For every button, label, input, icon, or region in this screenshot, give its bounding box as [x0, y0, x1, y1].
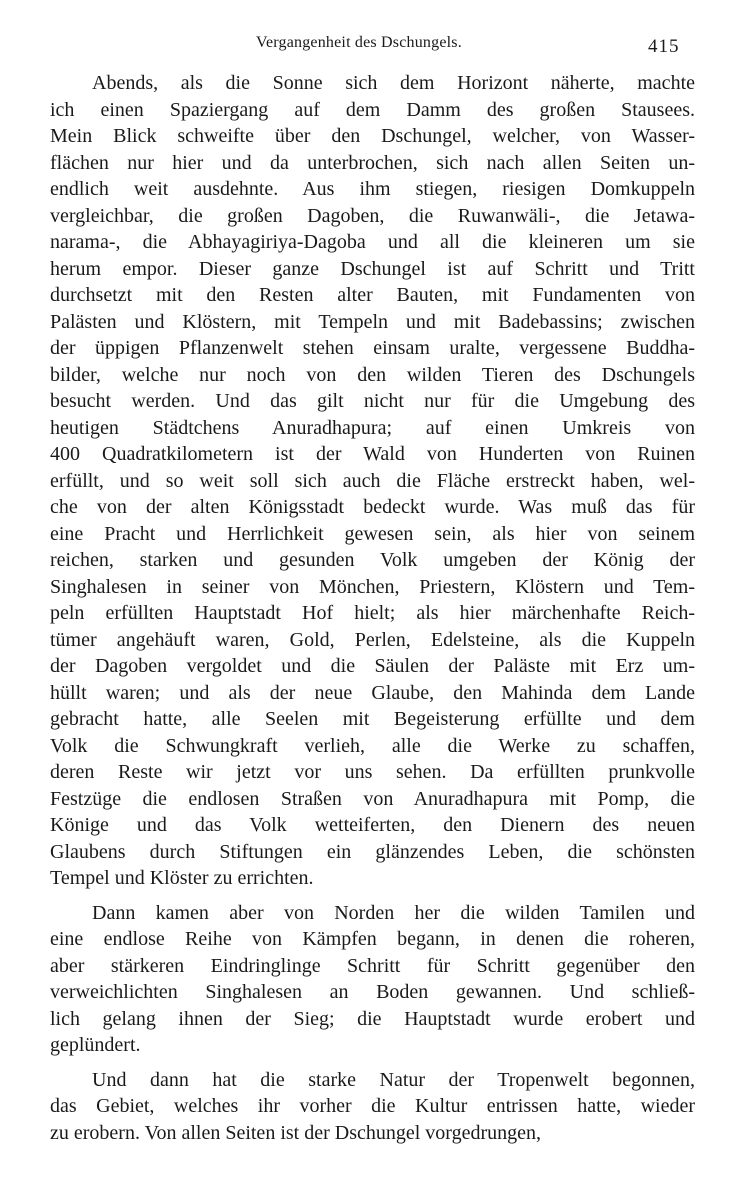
text-line: geplündert. — [50, 1034, 141, 1056]
text-line: das Gebiet, welches ihr vorher die Kultur entrissen hatte, wieder — [50, 1095, 695, 1117]
running-head — [0, 34, 729, 58]
text-line: der üppigen Pflanzenwelt stehen einsam uralte, vergessene Buddha- — [50, 337, 695, 359]
text-line: Singhalesen in seiner von Mönchen, Priestern, Klöstern und Tem- — [50, 575, 695, 598]
text-line: Glaubens durch Stiftungen ein glänzendes Leben, die schönsten — [50, 840, 695, 863]
text-line: besucht werden. Und das gilt nicht nur für die Umgebung des — [50, 390, 695, 412]
text-line: deren Reste wir jetzt vor uns sehen. Da erfüllten prunkvolle — [50, 761, 695, 783]
running-title: Vergangenheit des Dschungels. — [256, 34, 462, 51]
paragraph — [50, 1067, 695, 1147]
paragraph — [50, 900, 695, 1059]
text-line: reichen, starken und gesunden Volk umgeben der König der — [50, 549, 695, 571]
text-line: lich gelang ihnen der Sieg; die Hauptstadt wurde erobert und — [50, 1007, 695, 1030]
text-line: Palästen und Klöstern, mit Tempeln und mit Badebassins; zwischen — [50, 310, 695, 333]
text-line: flächen nur hier und da unterbrochen, sich nach allen Seiten un- — [50, 151, 695, 174]
text-line: erfüllt, und so weit soll sich auch die Fläche erstreckt haben, wel- — [50, 469, 695, 492]
text-line: peln erfüllten Hauptstadt Hof hielt; als hier märchenhafte Reich- — [50, 602, 695, 624]
text-line: bilder, welche nur noch von den wilden Tieren des Dschungels — [50, 363, 695, 386]
text-line: eine endlose Reihe von Kämpfen begann, in denen die roheren, — [50, 928, 695, 950]
text-line: zu erobern. Von allen Seiten ist der Dschungel vorgedrungen, — [50, 1121, 541, 1144]
text-line: Festzüge die endlosen Straßen von Anuradhapura mit Pomp, die — [50, 787, 695, 810]
text-line: eine Pracht und Herrlichkeit gewesen sein, als hier von seinem — [50, 522, 695, 545]
paragraph — [50, 70, 695, 892]
text-line: endlich weit ausdehnte. Aus ihm stiegen, riesigen Domkuppeln — [50, 178, 695, 200]
text-line: ich einen Spaziergang auf dem Damm des großen Stausees. — [50, 98, 695, 121]
text-line: herum empor. Dieser ganze Dschungel ist auf Schritt und Tritt — [50, 257, 695, 280]
text-line: durchsetzt mit den Resten alter Bauten, mit Fundamenten von — [50, 284, 695, 306]
text-line: 400 Quadratkilometern ist der Wald von Hunderten von Ruinen — [50, 443, 695, 465]
text-line: che von der alten Königsstadt bedeckt wurde. Was muß das für — [50, 496, 695, 518]
text-line: hüllt waren; und als der neue Glaube, den Mahinda dem Lande — [50, 681, 695, 704]
text-line: Abends, als die Sonne sich dem Horizont näherte, machte — [92, 72, 695, 94]
text-line: heutigen Städtchens Anuradhapura; auf einen Umkreis von — [50, 416, 695, 439]
text-line: Und dann hat die starke Natur der Tropenwelt begonnen, — [92, 1068, 695, 1091]
text-line: gebracht hatte, alle Seelen mit Begeisterung erfüllte und dem — [50, 708, 695, 730]
text-line: vergleichbar, die großen Dagoben, die Ruwanwäli-, die Jetawa- — [50, 204, 695, 227]
text-line: Tempel und Klöster zu errichten. — [50, 867, 314, 889]
text-line: Volk die Schwungkraft verlieh, alle die Werke zu schaffen, — [50, 734, 695, 757]
body-text — [50, 70, 695, 1146]
text-line: aber stärkeren Eindringlinge Schritt für Schritt gegenüber den — [50, 954, 695, 977]
text-line: narama-, die Abhayagiriya-Dagoba und all die kleineren um sie — [50, 231, 695, 253]
text-line: verweichlichten Singhalesen an Boden gewannen. Und schließ- — [50, 981, 695, 1003]
text-line: Mein Blick schweifte über den Dschungel, welcher, von Wasser- — [50, 125, 695, 147]
text-line: der Dagoben vergoldet und die Säulen der Paläste mit Erz um- — [50, 655, 695, 677]
text-line: tümer angehäuft waren, Gold, Perlen, Edelsteine, als die Kuppeln — [50, 628, 695, 651]
page-number: 415 — [648, 36, 680, 57]
text-line: Könige und das Volk wetteiferten, den Dienern des neuen — [50, 814, 695, 836]
text-line: Dann kamen aber von Norden her die wilden Tamilen und — [92, 901, 695, 924]
